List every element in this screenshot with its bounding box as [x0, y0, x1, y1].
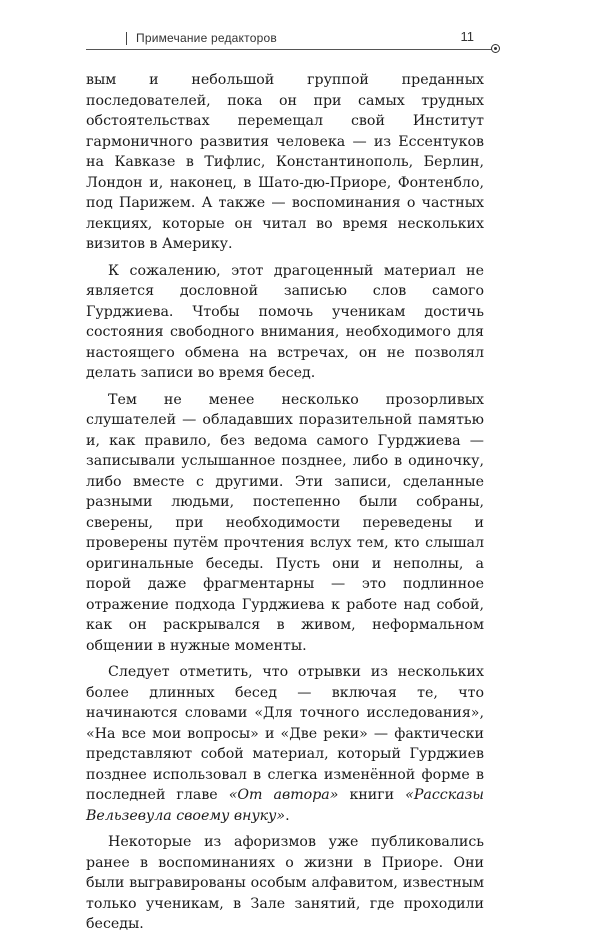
running-header-title: Примечание редакторов: [136, 31, 277, 45]
text-run: книги: [338, 787, 406, 803]
paragraph: [86, 832, 484, 935]
running-header: [86, 30, 496, 50]
text-run: Тем не менее несколько прозорливых слушателей — обладавших поразительной памятью и, как правило, без ведома самого Гурджиева — записывали услышанное позднее, либо в одиночку, либо вместе с другими. Эти записи, сделанные разными людьми, постепенно были собраны, сверены, при необходимости переведены и проверены путём прочтения вслух тем, кто слышал оригинальные беседы. Пусть они и неполны, а порой даже фрагментарны — это подлинное отражение подхода Гурджиева к работе над собой, как он раскрывался в живом, неформальном общении в нужные моменты.: [86, 391, 484, 654]
text-run: .: [285, 807, 290, 824]
body-text: [86, 70, 484, 935]
page-number: 11: [460, 29, 474, 44]
paragraph: [86, 390, 484, 657]
text-run: Некоторые из афоризмов уже публиковались ранее в воспоминаниях о жизни в Приоре. Они были выгравированы особым алфавитом, известным только ученикам, в Зале занятий, где проходили беседы.: [86, 834, 484, 932]
header-rule: [86, 49, 496, 50]
text-run: К сожалению, этот драгоценный материал не является дословной записью слов самого Гурджиева. Чтобы помочь ученикам достичь состояния свободного внимания, необходимого для настоящего обмена на встречах, он не позволял делать записи во время бесед.: [86, 262, 484, 381]
header-separator: [126, 32, 127, 45]
paragraph: [86, 70, 484, 255]
italic-title-run: «Рассказы Вельзевула своему внуку»: [86, 787, 484, 824]
paragraph: [86, 662, 484, 826]
header-ornament-dot: [491, 44, 500, 53]
text-run: Следует отметить, что отрывки из нескольких более длинных бесед — включая те, что начинаются словами «Для точного исследования», «На все мои вопросы» и «Две реки» — фактически представляют собой материал, который Гурджиев позднее использовал в слегка изменённой форме в последней главе: [86, 664, 484, 803]
text-run: вым и небольшой группой преданных последователей, пока он при самых трудных обстоятельствах перемещал свой Институт гармоничного развития человека — из Ессентуков на Кавказе в Тифлис, Константинополь, Берлин, Лондон и, наконец, в Шато-дю-Приоре, Фонтенбло, под Парижем. А также — воспоминания о частных лекциях, которые он читал во время нескольких визитов в Америку.: [86, 72, 484, 252]
paragraph: [86, 261, 484, 384]
italic-title-run: «От автора»: [228, 787, 339, 803]
